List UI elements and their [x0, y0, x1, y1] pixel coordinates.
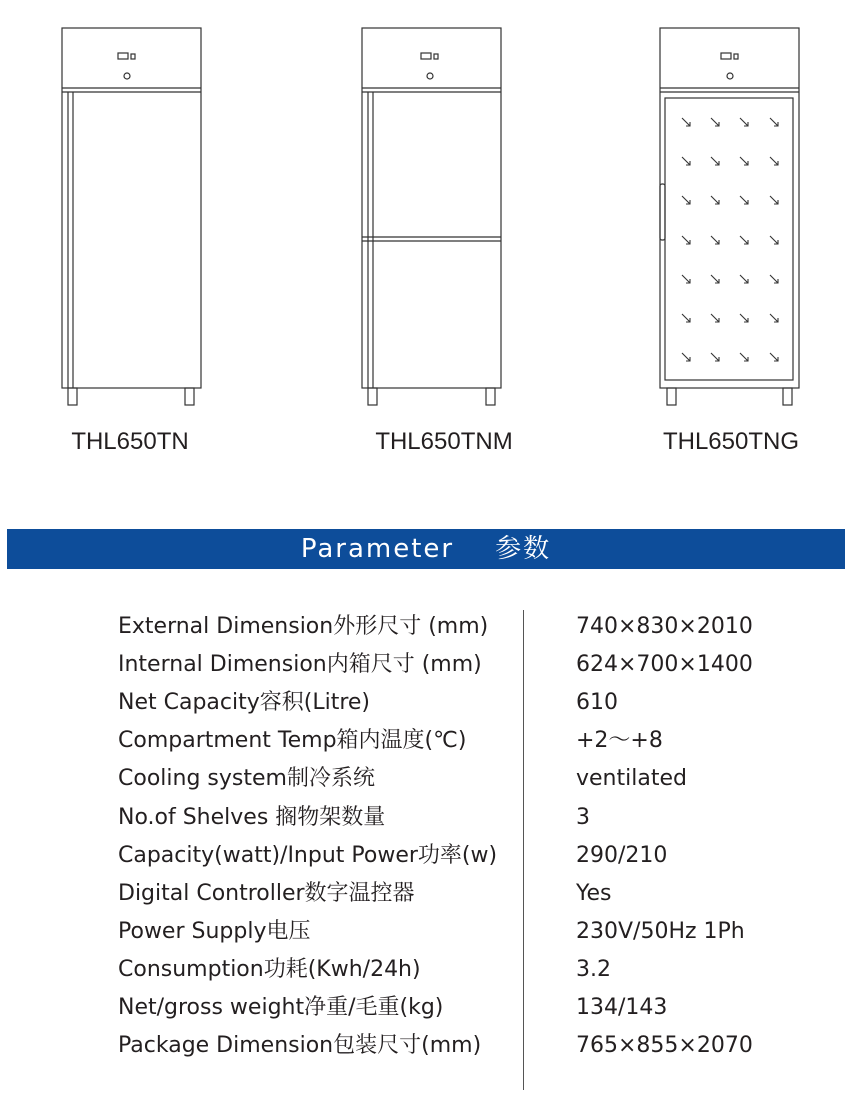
parameter-value: 3: [576, 804, 590, 830]
product-illustrations: [0, 0, 850, 480]
parameter-label: Consumption功耗(Kwh/24h): [118, 956, 421, 982]
glass-reflection-arrow: [740, 275, 748, 283]
parameter-row: [0, 760, 850, 798]
glass-reflection-arrow: [682, 236, 690, 244]
glass-reflection-arrow: [740, 314, 748, 322]
parameter-value: 624×700×1400: [576, 652, 753, 678]
parameter-banner: [7, 529, 845, 569]
parameter-label: External Dimension外形尺寸 (mm): [118, 614, 489, 639]
glass-reflection-arrow: [740, 196, 748, 204]
parameter-label: Cooling system制冷系统: [118, 766, 375, 792]
glass-reflection-arrow: [711, 118, 719, 126]
parameter-row: [0, 913, 850, 951]
banner-title: Parameter 参数: [300, 534, 552, 564]
glass-reflection-arrow: [740, 236, 748, 244]
parameter-row: [0, 875, 850, 913]
glass-reflection-arrow: [682, 157, 690, 165]
parameter-label: Package Dimension包装尺寸(mm): [118, 1033, 482, 1059]
glass-reflection-arrow: [770, 118, 778, 126]
parameter-row: [0, 951, 850, 989]
glass-reflection-arrow: [682, 353, 690, 361]
model-label-tng: THL650TNG: [662, 428, 800, 455]
parameter-row: [0, 989, 850, 1027]
parameter-label: Net Capacity容积(Litre): [118, 690, 371, 716]
parameter-value: 3.2: [576, 956, 611, 982]
model-label-tn: THL650TN: [71, 428, 189, 455]
glass-reflection-arrow: [711, 275, 719, 283]
model-label-tnm: THL650TNM: [375, 428, 513, 455]
fridge-illustration-glass-door: [653, 0, 813, 420]
glass-reflection-arrow: [740, 118, 748, 126]
glass-reflection-arrow: [770, 353, 778, 361]
glass-reflection-arrow: [682, 196, 690, 204]
glass-reflection-arrow: [682, 314, 690, 322]
parameter-row: [0, 608, 850, 646]
parameter-row: [0, 799, 850, 837]
glass-reflection-arrow: [682, 118, 690, 126]
glass-reflection-arrow: [711, 353, 719, 361]
parameter-label: Power Supply电压: [118, 918, 311, 944]
parameter-value: 765×855×2070: [576, 1033, 753, 1059]
parameter-row: [0, 1027, 850, 1065]
glass-reflection-arrow: [711, 196, 719, 204]
parameter-row: [0, 722, 850, 760]
parameter-label: Internal Dimension内箱尺寸 (mm): [118, 652, 482, 678]
parameter-label: No.of Shelves 搁物架数量: [118, 804, 386, 830]
glass-reflection-arrow: [711, 314, 719, 322]
parameter-row: [0, 684, 850, 722]
fridge-illustration-single-door: [55, 0, 215, 420]
glass-reflection-arrow: [770, 275, 778, 283]
glass-reflection-arrow: [682, 275, 690, 283]
parameter-row: [0, 837, 850, 875]
glass-reflection-arrow: [770, 196, 778, 204]
parameter-row: [0, 646, 850, 684]
parameter-value: 134/143: [576, 995, 668, 1020]
parameter-value: ventilated: [576, 766, 687, 792]
parameter-label: Net/gross weight净重/毛重(kg): [118, 995, 444, 1020]
glass-reflection-arrow: [711, 236, 719, 244]
parameter-value: Yes: [576, 880, 612, 906]
parameter-value: 740×830×2010: [576, 614, 753, 639]
glass-reflection-arrow: [770, 236, 778, 244]
glass-reflection-arrow: [740, 157, 748, 165]
glass-reflection-arrow: [711, 157, 719, 165]
glass-reflection-arrow: [770, 314, 778, 322]
glass-reflection-arrow: [740, 353, 748, 361]
parameter-value: +2～+8: [576, 728, 663, 754]
parameter-value: 290/210: [576, 842, 668, 868]
parameter-label: Compartment Temp箱内温度(℃): [118, 728, 467, 754]
parameter-value: 610: [576, 690, 618, 716]
fridge-illustration-half-doors: [355, 0, 515, 420]
parameter-value: 230V/50Hz 1Ph: [576, 918, 745, 944]
glass-reflection-arrow: [770, 157, 778, 165]
parameter-label: Capacity(watt)/Input Power功率(w): [118, 842, 498, 868]
parameter-label: Digital Controller数字温控器: [118, 880, 415, 906]
